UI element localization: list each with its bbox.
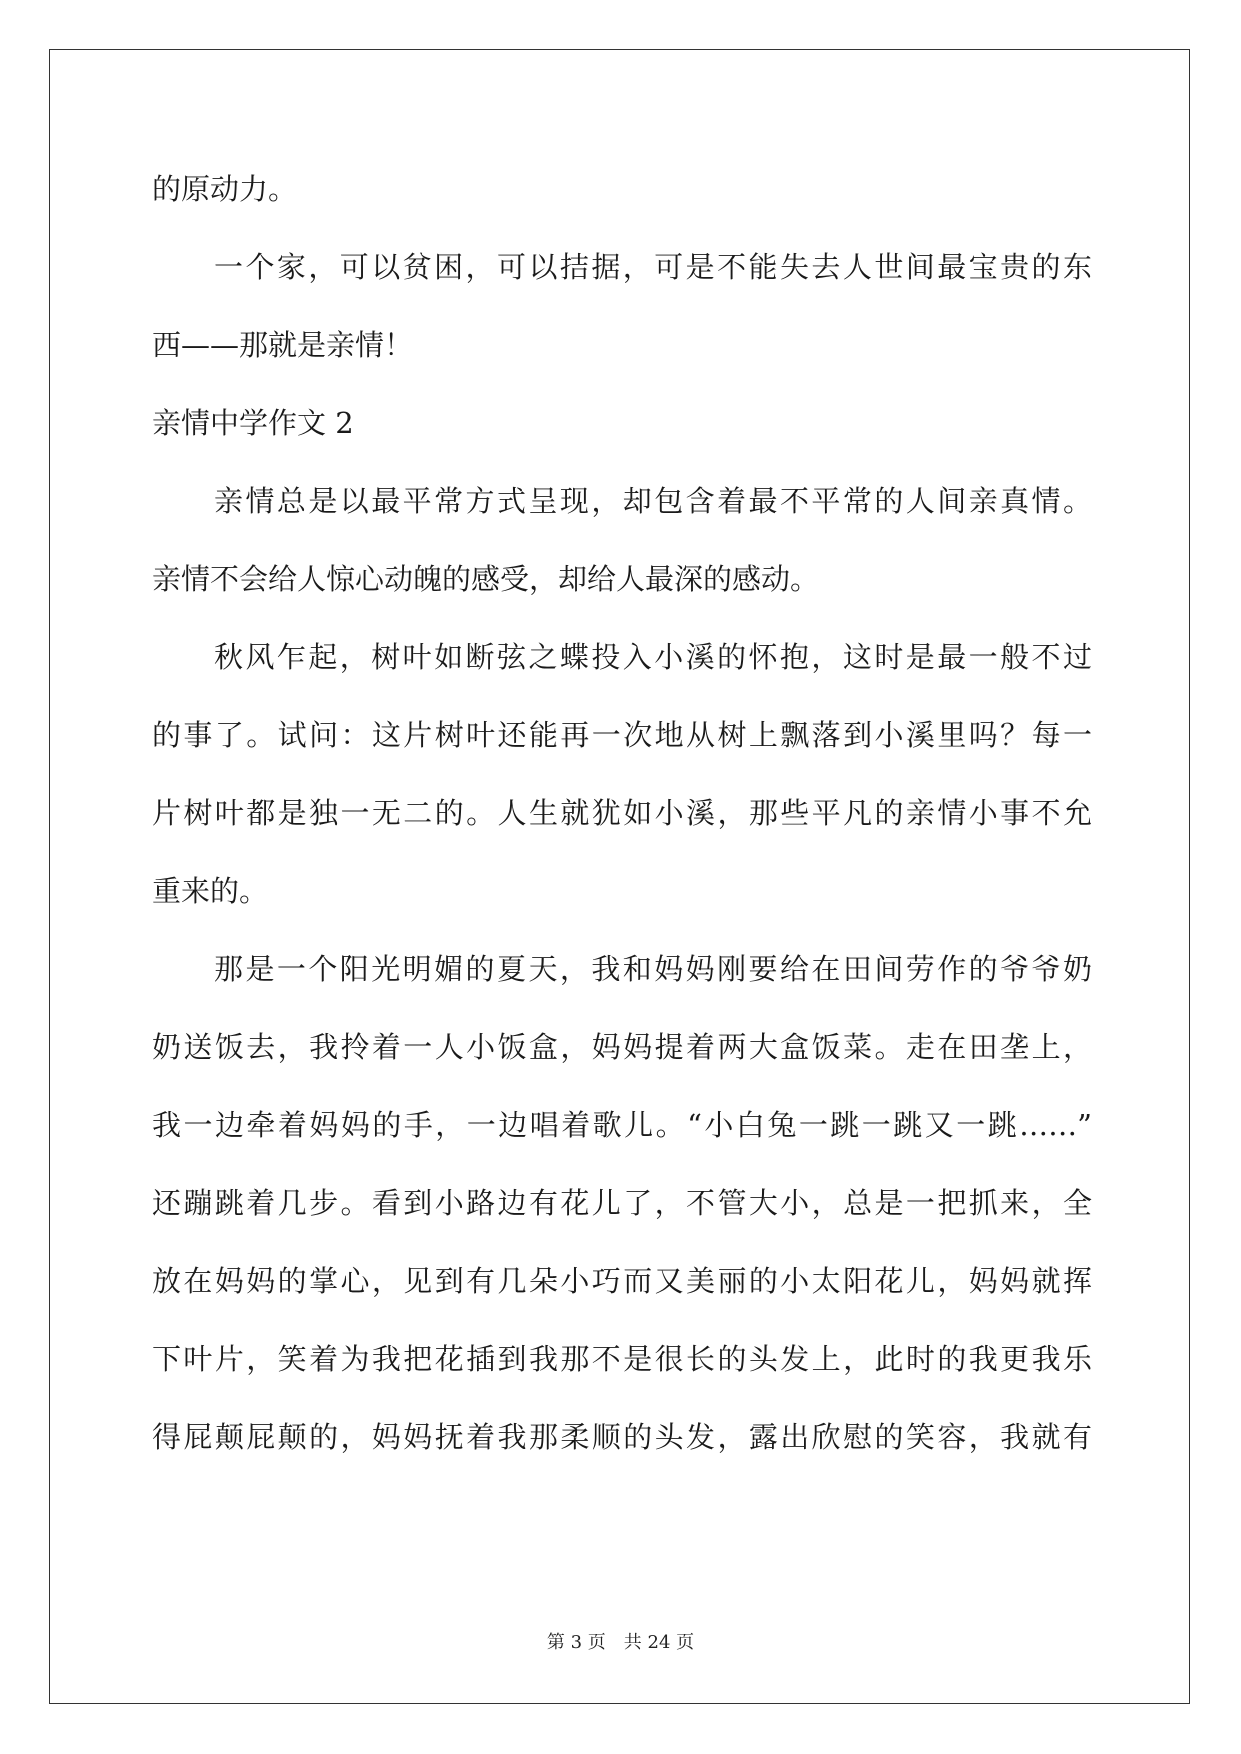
text-line: 一个家，可以贫困，可以拮据，可是不能失去人世间最宝贵的东: [214, 250, 1092, 284]
page-footer: [0, 1628, 1241, 1654]
page-total: 共 24 页: [623, 1632, 695, 1653]
document-body: [152, 150, 1092, 1476]
section-heading: 亲情中学作文 2: [152, 406, 354, 440]
text-line: 的事了。试问：这片树叶还能再一次地从树上飘落到小溪里吗？每一: [152, 718, 1092, 752]
text-line: 奶送饭去，我拎着一人小饭盒，妈妈提着两大盒饭菜。走在田垄上，: [152, 1030, 1092, 1064]
text-line: 下叶片，笑着为我把花插到我那不是很长的头发上，此时的我更我乐: [152, 1342, 1092, 1376]
text-line: 的原动力。: [152, 172, 298, 206]
text-line: 得屁颠屁颠的，妈妈抚着我那柔顺的头发，露出欣慰的笑容，我就有: [152, 1420, 1092, 1454]
text-line: 那是一个阳光明媚的夏天，我和妈妈刚要给在田间劳作的爷爷奶: [214, 952, 1092, 986]
page-number: 第 3 页: [546, 1632, 606, 1653]
text-line: 亲情总是以最平常方式呈现，却包含着最不平常的人间亲真情。: [214, 484, 1092, 518]
text-line: 秋风乍起，树叶如断弦之蝶投入小溪的怀抱，这时是最一般不过: [214, 640, 1092, 674]
text-line: 片树叶都是独一无二的。人生就犹如小溪，那些平凡的亲情小事不允: [152, 796, 1092, 830]
text-line: 亲情不会给人惊心动魄的感受，却给人最深的感动。: [152, 562, 820, 596]
text-line: 放在妈妈的掌心，见到有几朵小巧而又美丽的小太阳花儿，妈妈就挥: [152, 1264, 1092, 1298]
text-line: 重来的。: [152, 874, 269, 908]
text-line: 西——那就是亲情！: [152, 328, 414, 362]
text-line: 还蹦跳着几步。看到小路边有花儿了，不管大小，总是一把抓来，全: [152, 1186, 1092, 1220]
text-line: 我一边牵着妈妈的手，一边唱着歌儿。“小白兔一跳一跳又一跳……”: [152, 1108, 1092, 1142]
